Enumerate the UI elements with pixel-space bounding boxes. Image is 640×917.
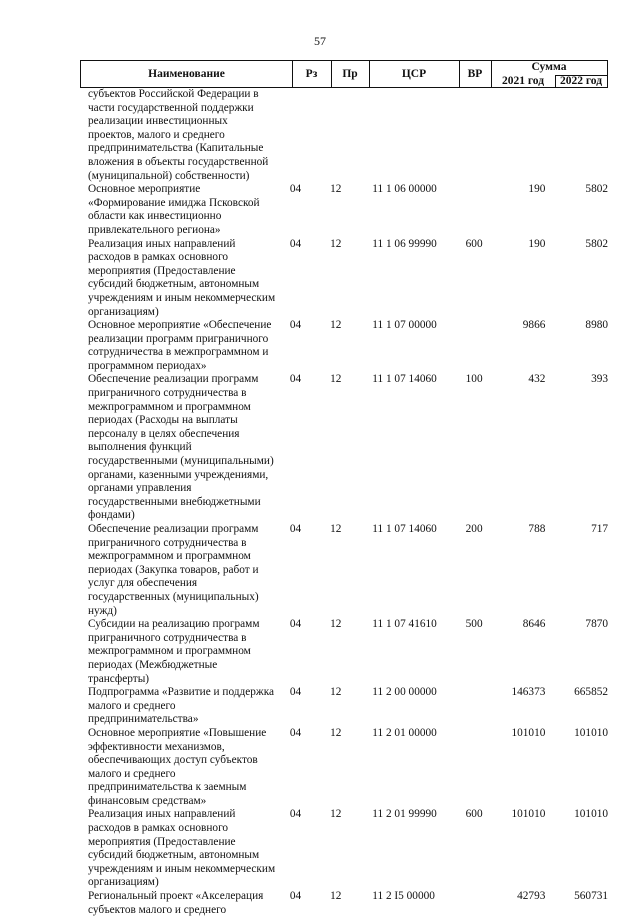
table-row [88,686,608,727]
row-csr: 11 1 07 14060 [372,373,437,386]
row-vr: 600 [465,237,483,250]
row-vr [458,727,496,809]
row-sum-2022: 717 [591,523,609,535]
row-name: Субсидии на реализацию программ приграничного сотрудничества в межпрограммном и программном периодах (Межбюджетные трансферты) [88,618,260,685]
row-sum-2022: 5802 [585,183,609,196]
header-name: Наименование [148,68,225,80]
row-sum-2021: 42793 [517,890,546,903]
table-header [80,60,608,88]
table-row [88,238,608,320]
header-pr: Пр [342,68,358,80]
row-vr [458,890,496,917]
row-name: Обеспечение реализации программ приграничного сотрудничества в межпрограммном и программном периодах (Расходы на выплаты персоналу в целях обеспечения выполнения функций государственными (муниципальными) органами, казенными учреждениями, органами управления государственными внебюджетными фондами) [88,373,274,522]
row-vr [458,686,496,727]
row-csr: 11 1 07 00000 [372,319,437,332]
row-sum-2022: 5802 [585,237,609,250]
row-name: Основное мероприятие «Обеспечение реализации программ приграничного сотрудничества в межпрограммном и программном периодах» [88,319,272,372]
header-rz: Рз [305,68,318,80]
row-vr: 100 [465,373,483,386]
row-sum-2021: 9866 [522,319,546,332]
row-csr: 11 1 07 14060 [372,523,437,535]
row-pr: 12 [330,373,342,386]
row-sum-2021: 788 [528,523,546,535]
row-name: Основное мероприятие «Формирование имиджа Псковской области как инвестиционно привлекательного региона» [88,183,260,236]
row-sum-2022: 8980 [585,319,609,332]
row-vr: 600 [465,808,483,821]
row-rz: 04 [289,890,302,903]
row-sum-2022 [545,88,608,183]
row-rz: 04 [289,319,302,332]
row-rz [282,88,324,183]
row-rz: 04 [289,373,302,386]
row-name: Подпрограмма «Развитие и поддержка малого и среднего предпринимательства» [88,686,275,726]
row-sum-2022: 665852 [574,686,609,699]
row-pr: 12 [330,726,342,739]
table-row [88,319,608,373]
row-vr: 200 [465,523,483,535]
row-pr: 12 [330,319,342,332]
table-row [88,890,608,917]
row-name: субъектов Российской Федерации в части государственной поддержки реализации инвестиционных проектов, малого и среднего предпринимательства (Капитальные вложения в объекты государственной (муниципальной) собственности) [88,88,269,182]
header-2021: 2021 год [501,75,545,87]
row-pr: 12 [330,808,342,821]
row-sum-2021: 101010 [511,808,546,821]
table-row [88,183,608,237]
row-pr: 12 [330,523,342,535]
row-rz: 04 [289,237,302,250]
table-row [88,727,608,809]
table-row [88,618,608,686]
row-pr [324,88,364,183]
row-csr: 11 1 07 41610 [372,618,437,631]
row-sum-2021: 101010 [511,726,546,739]
page-number: 57 [314,34,326,48]
table-row [88,373,608,523]
row-sum-2021: 146373 [511,686,546,699]
row-csr: 11 2 01 00000 [372,726,437,739]
row-sum-2022: 560731 [574,890,609,903]
row-csr: 11 1 06 00000 [372,183,437,196]
row-pr: 12 [330,618,342,631]
header-sum: Сумма [531,61,567,73]
header-vr: ВР [467,68,483,80]
row-csr [364,88,457,183]
row-csr: 11 1 06 99990 [372,237,437,250]
table-row [88,808,608,890]
row-sum-2021: 8646 [522,618,546,631]
row-sum-2021: 190 [528,237,546,250]
row-vr [458,88,496,183]
row-csr: 11 2 00 00000 [372,686,437,699]
row-sum-2022: 101010 [574,726,609,739]
row-rz: 04 [289,726,302,739]
row-vr [458,183,496,237]
row-pr: 12 [330,686,342,699]
row-name: Обеспечение реализации программ приграничного сотрудничества в межпрограммном и программном периодах (Закупка товаров, работ и услуг для обеспечения государственных (муниципальных) нужд) [88,523,259,617]
row-vr: 500 [465,618,483,631]
header-2022: 2022 год [559,75,603,87]
table-body [88,88,608,917]
row-csr: 11 2 01 99990 [372,808,437,821]
row-rz: 04 [289,618,302,631]
row-name: Основное мероприятие «Повышение эффективности механизмов, обеспечивающих доступ субъектов малого и среднего предпринимательства к заемным финансовым средствам» [88,726,267,807]
row-pr: 12 [330,890,342,903]
table-row [88,88,608,183]
row-sum-2022: 7870 [585,618,609,631]
row-name: Региональный проект «Акселерация субъектов малого и среднего [88,890,264,916]
row-sum-2022: 101010 [574,808,609,821]
row-rz: 04 [289,523,302,535]
row-pr: 12 [330,183,342,196]
row-rz: 04 [289,808,302,821]
header-csr: ЦСР [401,68,427,80]
row-name: Реализация иных направлений расходов в рамках основного мероприятия (Предоставление субсидий бюджетным, автономным учреждениям и иным некоммерческим организациям) [88,808,276,889]
table-row [88,523,608,618]
row-csr: 11 2 I5 00000 [372,890,435,903]
row-sum-2021: 432 [528,373,546,386]
row-name: Реализация иных направлений расходов в рамках основного мероприятия (Предоставление субсидий бюджетным, автономным учреждениям и иным некоммерческим организациям) [88,237,276,318]
row-pr: 12 [330,237,342,250]
row-sum-2022: 393 [591,373,609,386]
row-rz: 04 [289,686,302,699]
row-vr [458,319,496,373]
row-sum-2021: 190 [528,183,546,196]
row-rz: 04 [289,183,302,196]
row-sum-2021 [496,88,545,183]
